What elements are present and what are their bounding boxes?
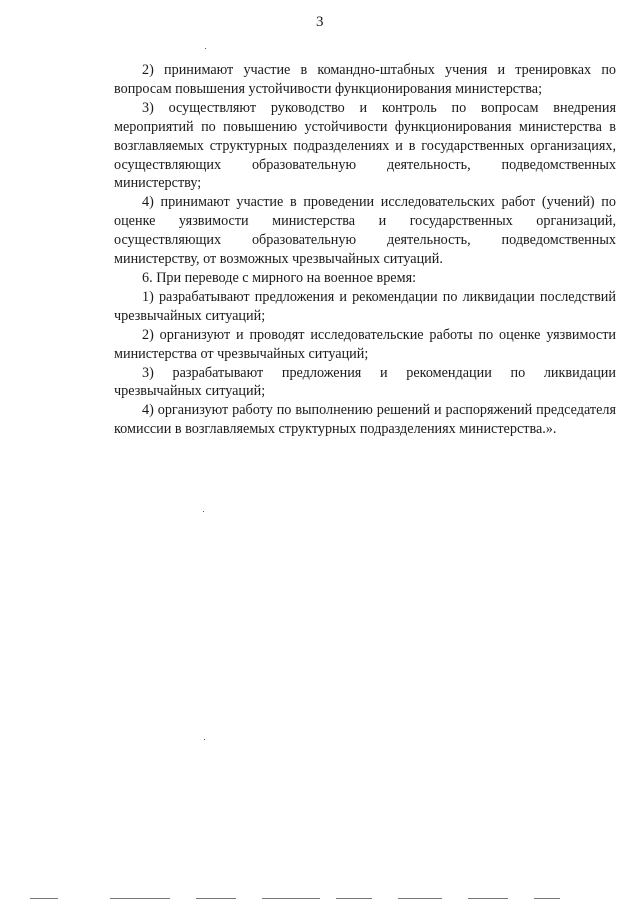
page-number: 3: [316, 14, 324, 30]
paragraph: 1) разрабатывают предложения и рекомендации по ликвидации последствий чрезвычайных ситуаций;: [114, 288, 616, 324]
scan-edge-line: [398, 898, 442, 899]
paragraph: 4) организуют работу по выполнению решений и распоряжений председателя комиссии в возглавляемых структурных подразделениях министерства.».: [114, 402, 616, 438]
scan-speck: [203, 511, 204, 512]
paragraph: 2) организуют и проводят исследовательские работы по оценке уязвимости министерства от чрезвычайных ситуаций;: [114, 326, 616, 362]
scan-edge-line: [336, 898, 372, 899]
paragraph: 3) осуществляют руководство и контроль по вопросам внедрения мероприятий по повышению устойчивости функционирования министерства в возглавляемых структурных подразделениях и в государственных организациях, осуществляющих образовательную деятельность, подведомственных министерству;: [114, 99, 616, 192]
scan-edge-line: [196, 898, 236, 899]
scan-edge-line: [262, 898, 320, 899]
paragraph: 3) разрабатывают предложения и рекомендации по ликвидации чрезвычайных ситуаций;: [114, 364, 616, 400]
scan-edge-line: [110, 898, 170, 899]
scan-edge-line: [468, 898, 508, 899]
paragraph: 6. При переводе с мирного на военное время:: [142, 269, 417, 286]
scan-speck: [205, 48, 206, 49]
scan-edge-line: [30, 898, 58, 899]
paragraph: 2) принимают участие в командно-штабных учения и тренировках по вопросам повышения устойчивости функционирования министерства;: [114, 62, 616, 97]
document-body: [114, 61, 616, 439]
scan-speck: [204, 739, 205, 740]
paragraph: 4) принимают участие в проведении исследовательских работ (учений) по оценке уязвимости министерства и государственных организаций, осуществляющих образовательную деятельность, подведомственных министерству, от возможных чрезвычайных ситуаций.: [114, 194, 616, 268]
scan-edge-line: [534, 898, 560, 899]
